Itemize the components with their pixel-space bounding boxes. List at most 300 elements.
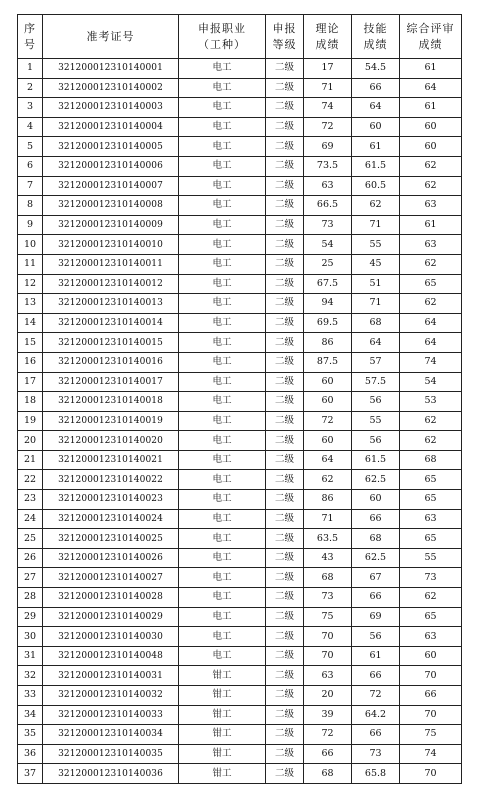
cell-skill-score: 56	[352, 431, 400, 451]
cell-seq: 16	[18, 352, 43, 372]
cell-level: 二级	[266, 352, 304, 372]
cell-seq: 29	[18, 607, 43, 627]
cell-level: 二级	[266, 98, 304, 118]
cell-cert-number: 321200012310140009	[43, 215, 179, 235]
cell-occupation: 电工	[179, 196, 266, 216]
cell-cert-number: 321200012310140014	[43, 313, 179, 333]
table-row	[18, 627, 462, 647]
cell-seq: 37	[18, 764, 43, 784]
cell-occupation: 电工	[179, 254, 266, 274]
cell-level: 二级	[266, 372, 304, 392]
table-row	[18, 607, 462, 627]
cell-skill-score: 73	[352, 744, 400, 764]
cell-level: 二级	[266, 235, 304, 255]
cell-review-score: 74	[400, 352, 462, 372]
cell-seq: 10	[18, 235, 43, 255]
cell-cert-number: 321200012310140036	[43, 764, 179, 784]
cell-theory-score: 70	[304, 646, 352, 666]
cell-level: 二级	[266, 411, 304, 431]
cell-skill-score: 69	[352, 607, 400, 627]
cell-theory-score: 63	[304, 176, 352, 196]
cell-theory-score: 39	[304, 705, 352, 725]
cell-cert-number: 321200012310140023	[43, 490, 179, 510]
cell-review-score: 64	[400, 313, 462, 333]
cell-cert-number: 321200012310140010	[43, 235, 179, 255]
header-theory-score: 理论 成绩	[304, 15, 352, 59]
cell-seq: 11	[18, 254, 43, 274]
cell-theory-score: 73	[304, 588, 352, 608]
cell-seq: 26	[18, 548, 43, 568]
cell-seq: 3	[18, 98, 43, 118]
cell-cert-number: 321200012310140012	[43, 274, 179, 294]
cell-occupation: 电工	[179, 176, 266, 196]
cell-cert-number: 321200012310140021	[43, 450, 179, 470]
cell-theory-score: 69.5	[304, 313, 352, 333]
header-level: 申报 等级	[266, 15, 304, 59]
cell-occupation: 电工	[179, 215, 266, 235]
cell-theory-score: 72	[304, 725, 352, 745]
cell-seq: 22	[18, 470, 43, 490]
table-body	[18, 59, 462, 784]
cell-theory-score: 66	[304, 744, 352, 764]
cell-occupation: 钳工	[179, 744, 266, 764]
table-row	[18, 294, 462, 314]
cell-level: 二级	[266, 686, 304, 706]
cell-occupation: 电工	[179, 313, 266, 333]
cell-cert-number: 321200012310140018	[43, 392, 179, 412]
cell-skill-score: 61	[352, 646, 400, 666]
cell-seq: 17	[18, 372, 43, 392]
cell-theory-score: 67.5	[304, 274, 352, 294]
cell-review-score: 70	[400, 666, 462, 686]
cell-cert-number: 321200012310140001	[43, 59, 179, 79]
cell-skill-score: 62.5	[352, 548, 400, 568]
header-cert-number: 准考证号	[43, 15, 179, 59]
cell-skill-score: 60.5	[352, 176, 400, 196]
cell-occupation: 电工	[179, 431, 266, 451]
cell-review-score: 65	[400, 607, 462, 627]
table-row	[18, 333, 462, 353]
cell-review-score: 65	[400, 490, 462, 510]
cell-skill-score: 71	[352, 294, 400, 314]
cell-cert-number: 321200012310140032	[43, 686, 179, 706]
cell-cert-number: 321200012310140016	[43, 352, 179, 372]
cell-seq: 25	[18, 529, 43, 549]
cell-review-score: 60	[400, 646, 462, 666]
table-row	[18, 313, 462, 333]
cell-skill-score: 66	[352, 666, 400, 686]
header-occupation: 申报职业 （工种）	[179, 15, 266, 59]
cell-theory-score: 86	[304, 333, 352, 353]
cell-skill-score: 55	[352, 235, 400, 255]
cell-level: 二级	[266, 490, 304, 510]
cell-skill-score: 45	[352, 254, 400, 274]
cell-seq: 32	[18, 666, 43, 686]
cell-level: 二级	[266, 431, 304, 451]
cell-level: 二级	[266, 588, 304, 608]
cell-level: 二级	[266, 176, 304, 196]
cell-seq: 6	[18, 156, 43, 176]
cell-occupation: 钳工	[179, 666, 266, 686]
cell-theory-score: 73.5	[304, 156, 352, 176]
cell-occupation: 电工	[179, 235, 266, 255]
cell-cert-number: 321200012310140022	[43, 470, 179, 490]
cell-skill-score: 66	[352, 78, 400, 98]
cell-level: 二级	[266, 294, 304, 314]
cell-cert-number: 321200012310140025	[43, 529, 179, 549]
cell-seq: 36	[18, 744, 43, 764]
cell-skill-score: 55	[352, 411, 400, 431]
cell-skill-score: 51	[352, 274, 400, 294]
cell-seq: 24	[18, 509, 43, 529]
cell-review-score: 62	[400, 156, 462, 176]
cell-occupation: 电工	[179, 548, 266, 568]
cell-theory-score: 72	[304, 411, 352, 431]
table-row	[18, 529, 462, 549]
cell-cert-number: 321200012310140008	[43, 196, 179, 216]
cell-cert-number: 321200012310140017	[43, 372, 179, 392]
header-review-score: 综合评审 成绩	[400, 15, 462, 59]
cell-theory-score: 73	[304, 215, 352, 235]
cell-level: 二级	[266, 117, 304, 137]
cell-skill-score: 60	[352, 490, 400, 510]
cell-theory-score: 43	[304, 548, 352, 568]
cell-review-score: 61	[400, 215, 462, 235]
cell-review-score: 62	[400, 254, 462, 274]
cell-theory-score: 60	[304, 392, 352, 412]
cell-level: 二级	[266, 607, 304, 627]
cell-cert-number: 321200012310140005	[43, 137, 179, 157]
cell-cert-number: 321200012310140015	[43, 333, 179, 353]
cell-occupation: 电工	[179, 59, 266, 79]
cell-theory-score: 75	[304, 607, 352, 627]
table-row	[18, 235, 462, 255]
cell-skill-score: 61	[352, 137, 400, 157]
cell-level: 二级	[266, 470, 304, 490]
cell-cert-number: 321200012310140024	[43, 509, 179, 529]
cell-occupation: 钳工	[179, 764, 266, 784]
cell-theory-score: 63.5	[304, 529, 352, 549]
cell-review-score: 63	[400, 196, 462, 216]
table-row	[18, 176, 462, 196]
cell-level: 二级	[266, 548, 304, 568]
cell-seq: 14	[18, 313, 43, 333]
cell-occupation: 电工	[179, 509, 266, 529]
cell-skill-score: 56	[352, 392, 400, 412]
table-row	[18, 509, 462, 529]
cell-level: 二级	[266, 725, 304, 745]
cell-theory-score: 66.5	[304, 196, 352, 216]
cell-skill-score: 54.5	[352, 59, 400, 79]
cell-cert-number: 321200012310140013	[43, 294, 179, 314]
table-row	[18, 196, 462, 216]
cell-level: 二级	[266, 509, 304, 529]
cell-seq: 5	[18, 137, 43, 157]
table-row	[18, 646, 462, 666]
cell-review-score: 60	[400, 117, 462, 137]
cell-cert-number: 321200012310140027	[43, 568, 179, 588]
cell-review-score: 63	[400, 509, 462, 529]
cell-occupation: 电工	[179, 372, 266, 392]
cell-seq: 31	[18, 646, 43, 666]
cell-seq: 4	[18, 117, 43, 137]
cell-occupation: 钳工	[179, 705, 266, 725]
cell-cert-number: 321200012310140033	[43, 705, 179, 725]
cell-skill-score: 64	[352, 333, 400, 353]
cell-level: 二级	[266, 764, 304, 784]
cell-cert-number: 321200012310140034	[43, 725, 179, 745]
cell-seq: 34	[18, 705, 43, 725]
cell-theory-score: 63	[304, 666, 352, 686]
cell-cert-number: 321200012310140003	[43, 98, 179, 118]
table-row	[18, 686, 462, 706]
cell-occupation: 电工	[179, 117, 266, 137]
cell-skill-score: 57	[352, 352, 400, 372]
cell-seq: 27	[18, 568, 43, 588]
cell-occupation: 电工	[179, 137, 266, 157]
cell-seq: 20	[18, 431, 43, 451]
cell-review-score: 62	[400, 411, 462, 431]
cell-occupation: 电工	[179, 627, 266, 647]
table-row	[18, 431, 462, 451]
cell-level: 二级	[266, 627, 304, 647]
header-skill-score: 技能 成绩	[352, 15, 400, 59]
cell-theory-score: 68	[304, 568, 352, 588]
cell-cert-number: 321200012310140048	[43, 646, 179, 666]
cell-skill-score: 56	[352, 627, 400, 647]
cell-cert-number: 321200012310140026	[43, 548, 179, 568]
cell-level: 二级	[266, 744, 304, 764]
cell-occupation: 电工	[179, 294, 266, 314]
cell-review-score: 65	[400, 470, 462, 490]
cell-review-score: 54	[400, 372, 462, 392]
cell-review-score: 75	[400, 725, 462, 745]
cell-cert-number: 321200012310140035	[43, 744, 179, 764]
table-row	[18, 490, 462, 510]
cell-level: 二级	[266, 392, 304, 412]
cell-theory-score: 87.5	[304, 352, 352, 372]
cell-skill-score: 57.5	[352, 372, 400, 392]
table-row	[18, 215, 462, 235]
cell-review-score: 55	[400, 548, 462, 568]
cell-skill-score: 66	[352, 509, 400, 529]
cell-theory-score: 60	[304, 431, 352, 451]
cell-skill-score: 61.5	[352, 156, 400, 176]
cell-occupation: 电工	[179, 156, 266, 176]
cell-review-score: 68	[400, 450, 462, 470]
cell-occupation: 电工	[179, 450, 266, 470]
cell-seq: 8	[18, 196, 43, 216]
cell-review-score: 65	[400, 529, 462, 549]
cell-level: 二级	[266, 59, 304, 79]
cell-review-score: 63	[400, 627, 462, 647]
cell-skill-score: 66	[352, 588, 400, 608]
table-row	[18, 764, 462, 784]
cell-theory-score: 71	[304, 509, 352, 529]
cell-occupation: 电工	[179, 529, 266, 549]
cell-occupation: 电工	[179, 78, 266, 98]
cell-review-score: 65	[400, 274, 462, 294]
cell-skill-score: 66	[352, 725, 400, 745]
cell-level: 二级	[266, 196, 304, 216]
cell-occupation: 电工	[179, 333, 266, 353]
cell-review-score: 62	[400, 176, 462, 196]
cell-level: 二级	[266, 156, 304, 176]
cell-level: 二级	[266, 333, 304, 353]
cell-review-score: 61	[400, 98, 462, 118]
table-row	[18, 705, 462, 725]
table-row	[18, 59, 462, 79]
cell-occupation: 钳工	[179, 725, 266, 745]
cell-review-score: 66	[400, 686, 462, 706]
cell-cert-number: 321200012310140007	[43, 176, 179, 196]
cell-level: 二级	[266, 137, 304, 157]
cell-theory-score: 62	[304, 470, 352, 490]
cell-seq: 12	[18, 274, 43, 294]
cell-occupation: 电工	[179, 274, 266, 294]
cell-seq: 19	[18, 411, 43, 431]
cell-review-score: 62	[400, 294, 462, 314]
cell-theory-score: 74	[304, 98, 352, 118]
cell-seq: 15	[18, 333, 43, 353]
cell-cert-number: 321200012310140002	[43, 78, 179, 98]
cell-occupation: 电工	[179, 411, 266, 431]
cell-seq: 28	[18, 588, 43, 608]
table-row	[18, 156, 462, 176]
cell-level: 二级	[266, 78, 304, 98]
cell-occupation: 电工	[179, 98, 266, 118]
table-row	[18, 411, 462, 431]
cell-theory-score: 54	[304, 235, 352, 255]
cell-skill-score: 64	[352, 98, 400, 118]
cell-cert-number: 321200012310140028	[43, 588, 179, 608]
cell-seq: 13	[18, 294, 43, 314]
cell-theory-score: 17	[304, 59, 352, 79]
cell-occupation: 电工	[179, 607, 266, 627]
cell-level: 二级	[266, 529, 304, 549]
cell-occupation: 电工	[179, 646, 266, 666]
cell-seq: 23	[18, 490, 43, 510]
cell-occupation: 电工	[179, 490, 266, 510]
cell-occupation: 电工	[179, 470, 266, 490]
cell-skill-score: 61.5	[352, 450, 400, 470]
table-row	[18, 470, 462, 490]
cell-review-score: 70	[400, 705, 462, 725]
score-table	[17, 14, 462, 784]
cell-cert-number: 321200012310140031	[43, 666, 179, 686]
cell-theory-score: 86	[304, 490, 352, 510]
table-row	[18, 98, 462, 118]
cell-skill-score: 68	[352, 313, 400, 333]
cell-review-score: 70	[400, 764, 462, 784]
cell-seq: 33	[18, 686, 43, 706]
cell-seq: 2	[18, 78, 43, 98]
cell-seq: 30	[18, 627, 43, 647]
table-row	[18, 117, 462, 137]
cell-theory-score: 20	[304, 686, 352, 706]
cell-skill-score: 62.5	[352, 470, 400, 490]
cell-skill-score: 62	[352, 196, 400, 216]
table-row	[18, 450, 462, 470]
cell-cert-number: 321200012310140020	[43, 431, 179, 451]
cell-cert-number: 321200012310140011	[43, 254, 179, 274]
table-header-row	[18, 15, 462, 59]
cell-cert-number: 321200012310140004	[43, 117, 179, 137]
cell-skill-score: 60	[352, 117, 400, 137]
cell-theory-score: 64	[304, 450, 352, 470]
cell-review-score: 64	[400, 333, 462, 353]
table-row	[18, 725, 462, 745]
table-row	[18, 78, 462, 98]
cell-seq: 35	[18, 725, 43, 745]
cell-occupation: 电工	[179, 352, 266, 372]
cell-cert-number: 321200012310140019	[43, 411, 179, 431]
cell-level: 二级	[266, 215, 304, 235]
header-seq: 序 号	[18, 15, 43, 59]
table-row	[18, 666, 462, 686]
cell-level: 二级	[266, 313, 304, 333]
cell-review-score: 61	[400, 59, 462, 79]
cell-seq: 9	[18, 215, 43, 235]
cell-seq: 18	[18, 392, 43, 412]
cell-skill-score: 71	[352, 215, 400, 235]
table-row	[18, 254, 462, 274]
cell-cert-number: 321200012310140029	[43, 607, 179, 627]
cell-review-score: 64	[400, 78, 462, 98]
cell-theory-score: 25	[304, 254, 352, 274]
table-row	[18, 588, 462, 608]
cell-seq: 21	[18, 450, 43, 470]
cell-theory-score: 60	[304, 372, 352, 392]
table-row	[18, 137, 462, 157]
table-row	[18, 744, 462, 764]
cell-review-score: 62	[400, 588, 462, 608]
cell-skill-score: 67	[352, 568, 400, 588]
cell-occupation: 钳工	[179, 686, 266, 706]
cell-skill-score: 64.2	[352, 705, 400, 725]
cell-level: 二级	[266, 705, 304, 725]
table-row	[18, 548, 462, 568]
cell-seq: 7	[18, 176, 43, 196]
cell-seq: 1	[18, 59, 43, 79]
table-row	[18, 274, 462, 294]
cell-theory-score: 69	[304, 137, 352, 157]
cell-skill-score: 65.8	[352, 764, 400, 784]
cell-theory-score: 71	[304, 78, 352, 98]
table-row	[18, 352, 462, 372]
cell-skill-score: 72	[352, 686, 400, 706]
cell-skill-score: 68	[352, 529, 400, 549]
cell-review-score: 74	[400, 744, 462, 764]
cell-cert-number: 321200012310140006	[43, 156, 179, 176]
cell-occupation: 电工	[179, 392, 266, 412]
cell-review-score: 63	[400, 235, 462, 255]
table-row	[18, 568, 462, 588]
cell-theory-score: 68	[304, 764, 352, 784]
cell-review-score: 62	[400, 431, 462, 451]
cell-theory-score: 72	[304, 117, 352, 137]
cell-occupation: 电工	[179, 568, 266, 588]
cell-review-score: 60	[400, 137, 462, 157]
cell-theory-score: 94	[304, 294, 352, 314]
table-row	[18, 392, 462, 412]
cell-level: 二级	[266, 568, 304, 588]
cell-level: 二级	[266, 274, 304, 294]
cell-level: 二级	[266, 254, 304, 274]
cell-level: 二级	[266, 450, 304, 470]
table-row	[18, 372, 462, 392]
cell-occupation: 电工	[179, 588, 266, 608]
